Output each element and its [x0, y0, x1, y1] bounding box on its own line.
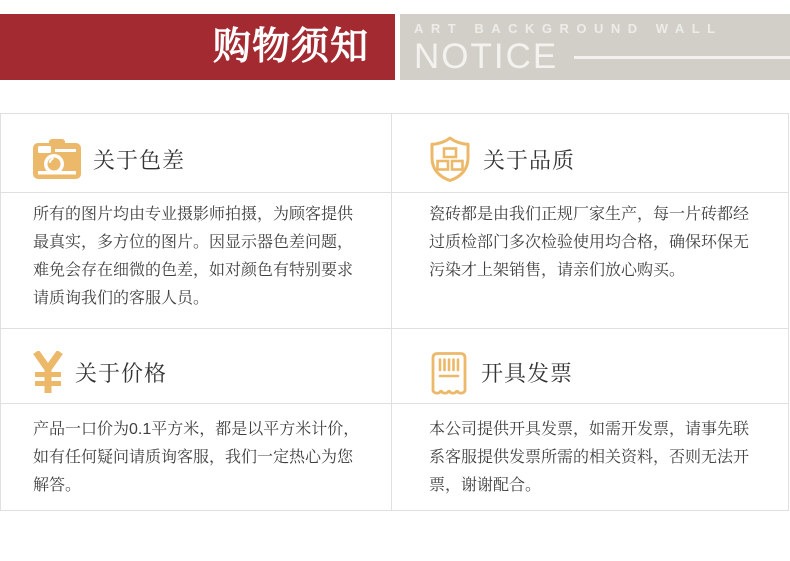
section-body: 所有的图片均由专业摄影师拍摄，为顾客提供最真实，多方位的图片。因显示器色差问题，难免会存在细微的色差，如对颜色有特别要求请质询我们的客服人员。: [33, 206, 354, 307]
section-body: 产品一口价为0.1平方米，都是以平方米计价，如有任何疑问请质询客服，我们一定热心为您解答。: [33, 421, 360, 494]
banner-tagline: ART BACKGROUND WALL: [414, 21, 723, 36]
decorative-line: [574, 56, 790, 59]
receipt-icon: [429, 350, 469, 395]
section-body: 瓷砖都是由我们正规厂家生产，每一片砖都经过质检部门多次检验使用均合格，确保环保无污染才上架销售，请亲们放心购买。: [429, 206, 750, 279]
quality-shield-icon: [429, 136, 471, 182]
section-title: 关于色差: [93, 147, 186, 173]
section-header: [1, 329, 391, 404]
section-title: 开具发票: [481, 360, 574, 386]
section-invoice: [392, 329, 788, 510]
yuan-sign-icon: [33, 351, 63, 393]
banner-notice-text: NOTICE: [414, 37, 559, 76]
section-quality: [392, 114, 788, 329]
banner-notice-row: [414, 38, 790, 76]
camera-icon: [33, 139, 81, 179]
banner-title-block: [0, 14, 395, 80]
section-title: 关于品质: [483, 147, 576, 173]
section-title: 关于价格: [75, 360, 168, 386]
section-color-difference: [1, 114, 392, 329]
banner-subtitle-block: [400, 14, 790, 80]
section-body: 本公司提供开具发票，如需开发票，请事先联系客服提供发票所需的相关资料，否则无法开票，谢谢配合。: [429, 421, 750, 494]
section-price: [1, 329, 392, 510]
section-header: [392, 114, 788, 193]
section-header: [392, 329, 788, 404]
header-banner: [0, 14, 790, 80]
info-grid: [0, 113, 789, 511]
page-title: 购物须知: [212, 26, 369, 68]
section-header: [1, 114, 391, 193]
